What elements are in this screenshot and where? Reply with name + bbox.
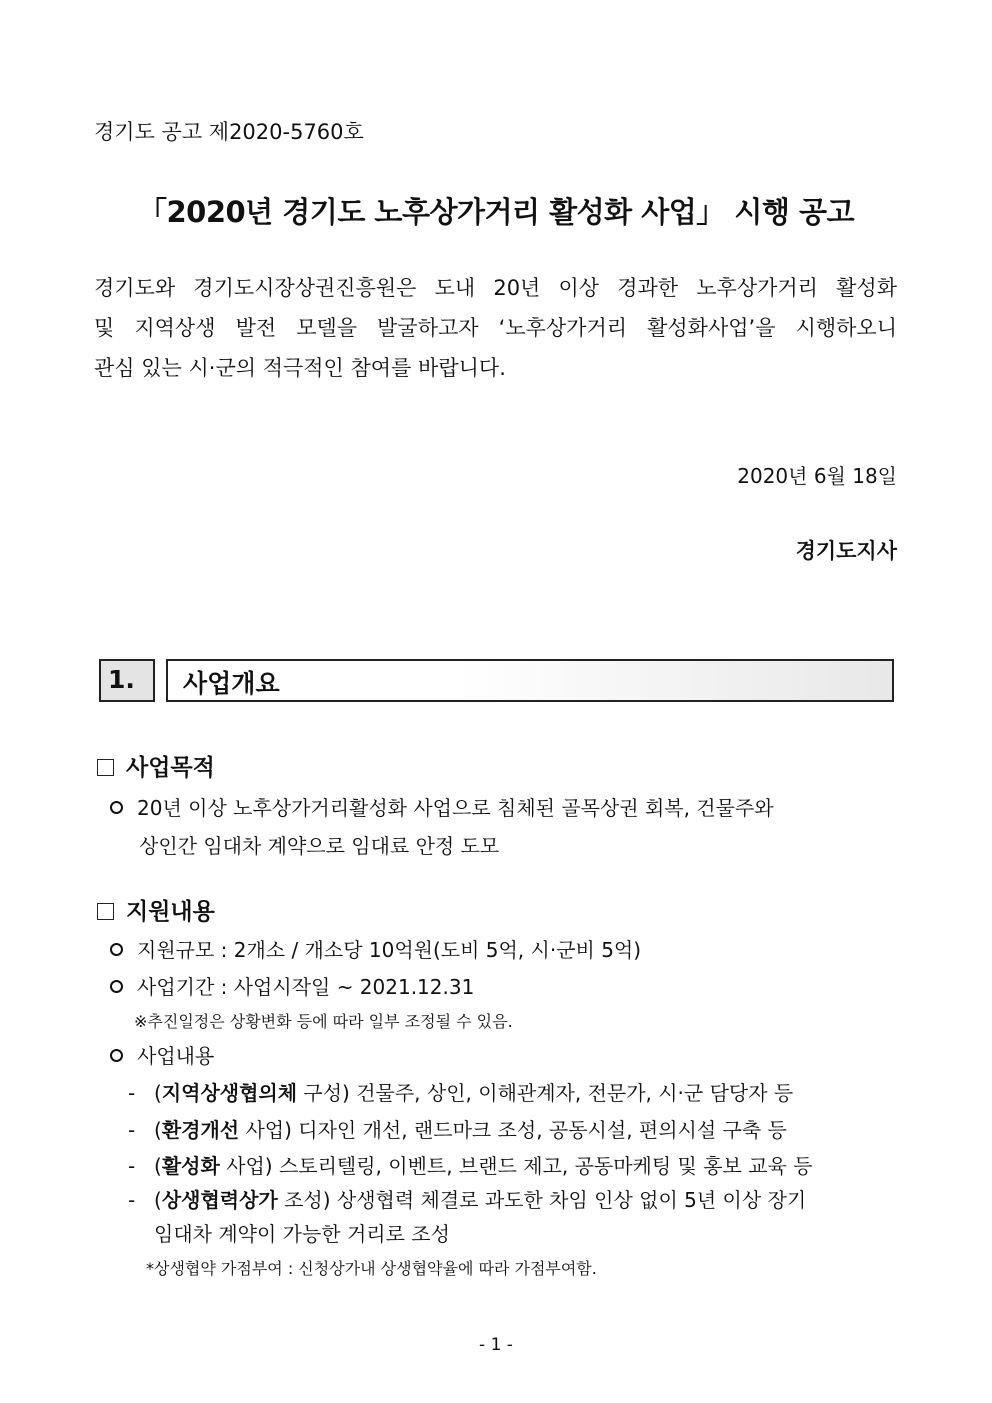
content-item: - (지역상생협의체 구성) 건물주, 상인, 이해관계자, 전문가, 시·군 담당자 등	[128, 1081, 794, 1105]
content-item: - (환경개선 사업) 디자인 개선, 랜드마크 조성, 공동시설, 편의시설 구축 등	[128, 1118, 787, 1142]
purpose-heading: 사업목적	[97, 749, 215, 782]
intro-line: 관심 있는 시·군의 적극적인 참여를 바랍니다.	[94, 356, 506, 380]
section-title: 사업개요	[183, 669, 280, 698]
square-bullet-icon	[97, 759, 114, 776]
content-item-continuation: 임대차 계약이 가능한 거리로 조성	[154, 1222, 450, 1246]
intro-line: 경기도와 경기도시장상권진흥원은 도내 20년 이상 경과한 노후상가거리 활성화	[94, 276, 897, 300]
notice-date: 2020년 6월 18일	[737, 464, 897, 488]
purpose-item-continuation: 상인간 임대차 계약으로 임대료 안정 도모	[139, 834, 500, 858]
support-heading: 지원내용	[97, 893, 215, 926]
intro-line: 및 지역상생 발전 모델을 발굴하고자 ‘노후상가거리 활성화사업’을 시행하오니	[94, 316, 897, 340]
support-content-label: 사업내용	[110, 1040, 214, 1069]
support-scale: 지원규모 : 2개소 / 개소당 10억원(도비 5억, 시·군비 5억)	[110, 934, 641, 963]
circle-bullet-icon	[110, 943, 123, 956]
signer: 경기도지사	[795, 539, 897, 563]
page-number: - 1 -	[479, 1335, 513, 1355]
period-note: ※추진일정은 상황변화 등에 따라 일부 조정될 수 있음.	[134, 1012, 513, 1031]
content-item: - (상생협력상가 조성) 상생협력 체결로 과도한 차임 인상 없이 5년 이상 장기	[128, 1188, 807, 1212]
content-note: *상생협약 가점부여 : 신청상가내 상생협약율에 따라 가점부여함.	[146, 1259, 597, 1278]
purpose-item: 20년 이상 노후상가거리활성화 사업으로 침체된 골목상권 회복, 건물주와	[110, 792, 774, 821]
circle-bullet-icon	[110, 801, 123, 814]
square-bullet-icon	[97, 903, 114, 920]
content-item: - (활성화 사업) 스토리텔링, 이벤트, 브랜드 제고, 공동마케팅 및 홍보 교육 등	[128, 1154, 813, 1178]
circle-bullet-icon	[110, 1049, 123, 1062]
document-title: 「2020년 경기도 노후상가거리 활성화 사업」 시행 공고	[137, 195, 855, 229]
notice-number: 경기도 공고 제2020-5760호	[94, 120, 364, 144]
section-number: 1.	[108, 665, 135, 694]
support-period: 사업기간 : 사업시작일 ~ 2021.12.31	[110, 971, 474, 1000]
circle-bullet-icon	[110, 980, 123, 993]
